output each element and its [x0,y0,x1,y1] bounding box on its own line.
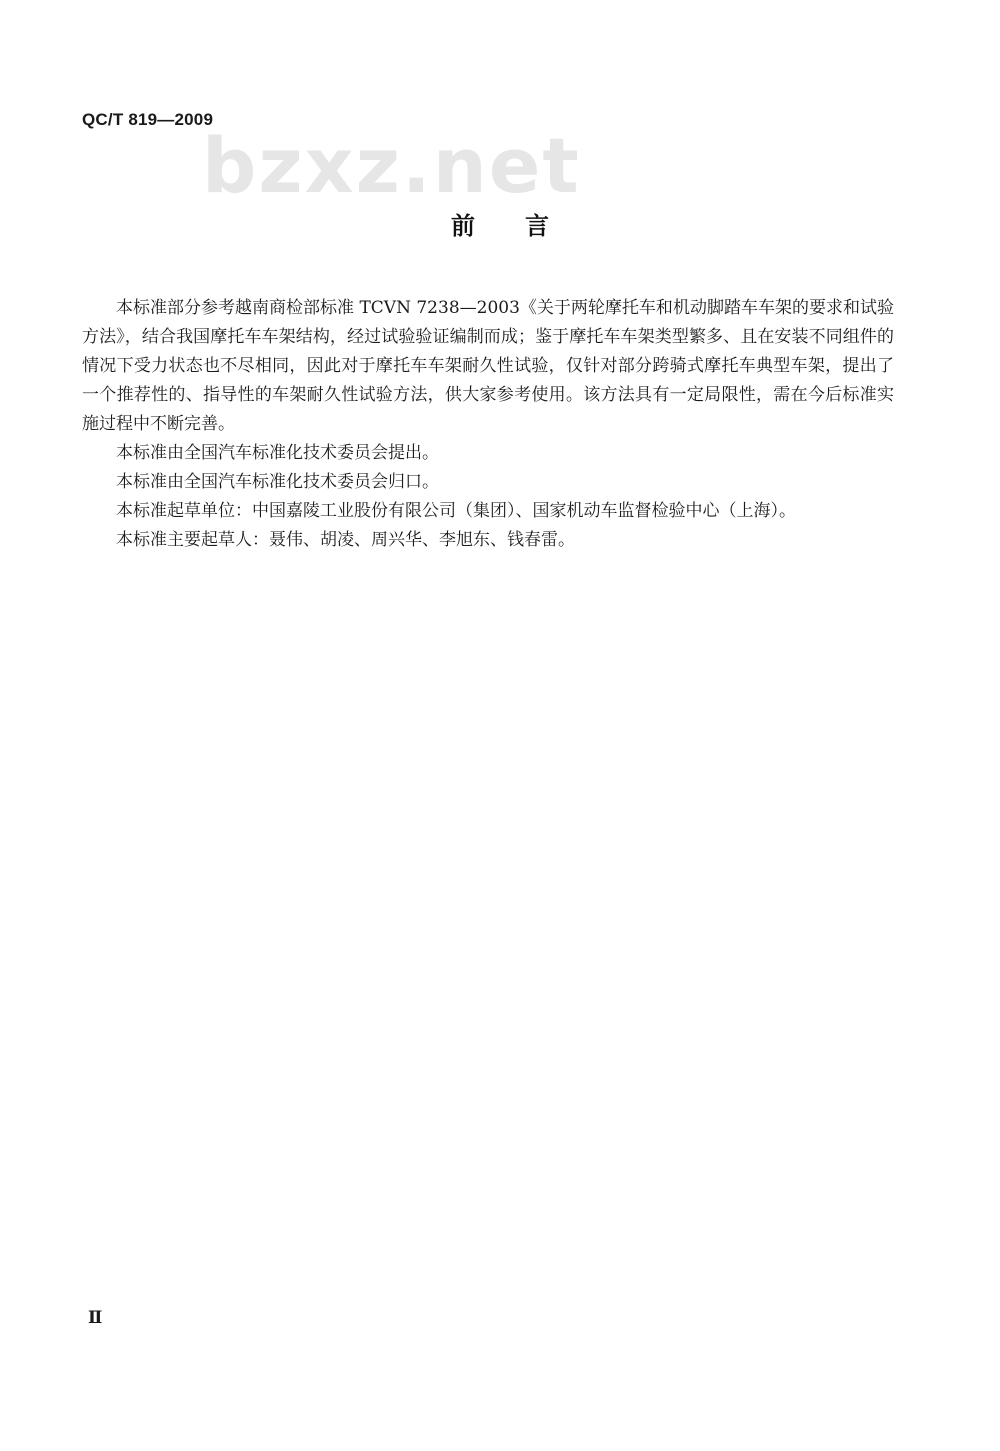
paragraph-proposer: 本标准由全国汽车标准化技术委员会提出。 [116,443,439,463]
paragraph-drafters: 本标准主要起草人：聂伟、胡凌、周兴华、李旭东、钱春雷。 [116,530,575,550]
watermark-logo: bzxz.net [202,121,581,210]
paragraph-intro: 本标准部分参考越南商检部标准 TCVN 7238—2003《关于两轮摩托车和机动脚踏车车架的要求和试验方法》，结合我国摩托车车架结构，经过试验验证编制而成；鉴于摩托车车架类型繁多、且在安装不同组件的情况下受力状态也不尽相同，因此对于摩托车车架耐久性试验，仅针对部分跨骑式摩托车典型车架，提出了一个推荐性的、指导性的车架耐久性试验方法，供大家参考使用。该方法具有一定局限性，需在今后标准实施过程中不断完善。 [82,298,894,434]
standard-number: QC/T 819—2009 [82,110,214,129]
foreword-body [82,294,894,555]
page-title: 前言 [451,212,599,240]
paragraph-centralized: 本标准由全国汽车标准化技术委员会归口。 [116,472,439,492]
paragraph-drafting-units: 本标准起草单位：中国嘉陵工业股份有限公司（集团）、国家机动车监督检验中心（上海）。 [116,501,796,521]
page-number: Ⅱ [88,1308,103,1328]
